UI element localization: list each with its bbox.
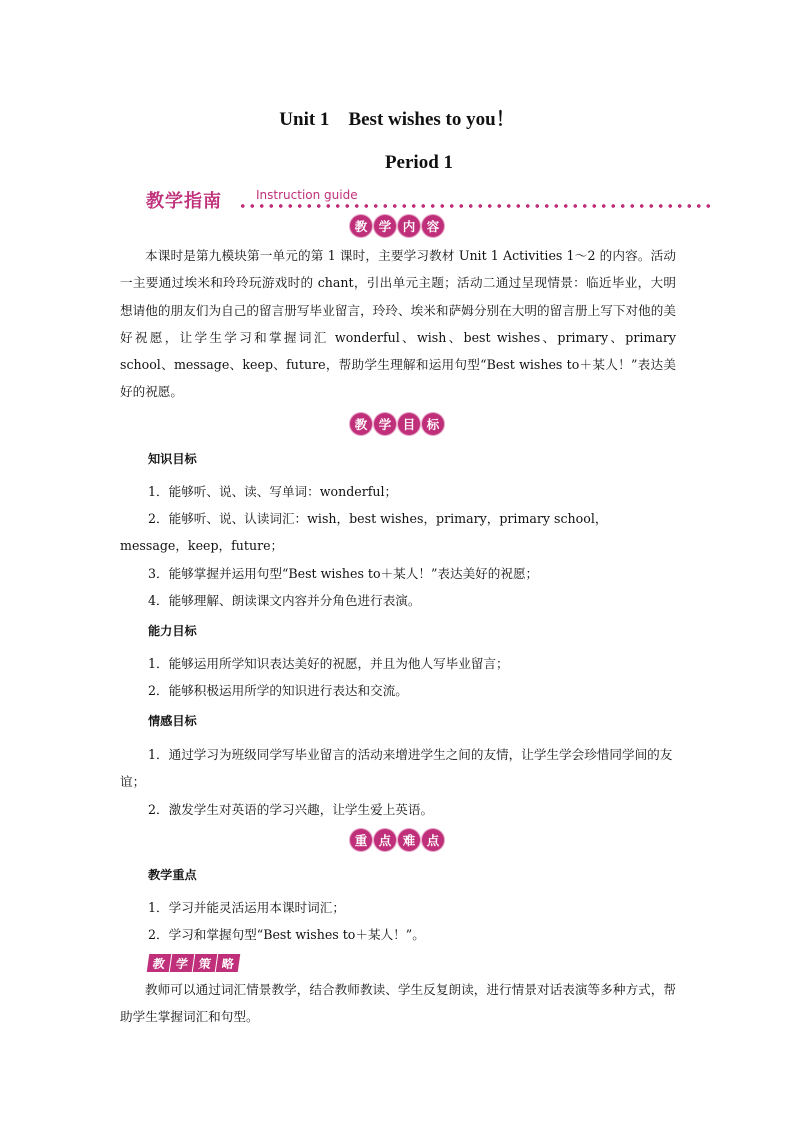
guide-label-en: Instruction guide [256, 188, 358, 202]
period-title: Period 1 [384, 152, 454, 173]
key-point-item: 2．学习和掌握句型“Best wishes to＋某人！”。 [148, 927, 425, 942]
badge-char: 略 [216, 954, 241, 972]
section-badge-goals [0, 413, 794, 435]
key-point-item: 1．学习并能灵活运用本课时词汇； [148, 900, 345, 915]
unit-topic: Best wishes to you [348, 109, 496, 130]
badge-char: 容 [422, 215, 444, 237]
badge-char: 标 [422, 413, 444, 435]
badge-char: 学 [374, 215, 396, 237]
badge-char: 教 [147, 954, 172, 972]
badge-char: 策 [193, 954, 218, 972]
badge-char: 学 [374, 413, 396, 435]
instruction-guide-banner [146, 183, 712, 213]
badge-char: 目 [398, 413, 420, 435]
strategy-paragraph: 教师可以通过词汇情景教学，结合教师教读、学生反复朗读，进行情景对话表演等多种方式，帮助学生掌握词汇和句型。 [120, 982, 676, 1025]
unit-exclaim: ！ [495, 109, 515, 130]
key-points-heading: 教学重点 [148, 868, 197, 882]
knowledge-goal-item: 1．能够听、说、读、写单词：wonderful； [148, 484, 398, 499]
badge-char: 难 [398, 829, 420, 851]
knowledge-goals-heading: 知识目标 [148, 452, 197, 466]
emotion-goals-heading: 情感目标 [148, 714, 197, 728]
badge-char: 重 [350, 829, 372, 851]
ability-goal-item: 2．能够积极运用所学的知识进行表达和交流。 [148, 683, 408, 698]
unit-number: Unit 1 [279, 109, 330, 130]
badge-char: 教 [350, 413, 372, 435]
badge-char: 点 [422, 829, 444, 851]
badge-char: 点 [374, 829, 396, 851]
emotion-goal-item: 2．激发学生对英语的学习兴趣，让学生爱上英语。 [148, 802, 434, 817]
knowledge-goal-item: 3．能够掌握并运用句型“Best wishes to＋某人！”表达美好的祝愿； [148, 566, 539, 581]
guide-label-cn: 教学指南 [146, 191, 222, 212]
unit-title [0, 104, 794, 131]
knowledge-goal-item: 4．能够理解、朗读课文内容并分角色进行表演。 [148, 593, 421, 608]
dotted-divider [238, 202, 712, 210]
badge-char: 内 [398, 215, 420, 237]
section-badge-key-points [0, 829, 794, 851]
emotion-goal-item: 1．通过学习为班级同学写毕业留言的活动来增进学生之间的友情，让学生学会珍惜同学间的友谊； [120, 747, 673, 790]
knowledge-goal-item: 2．能够听、说、认读词汇：wish，best wishes，primary，primary school，message，keep，future； [120, 511, 608, 554]
section-badge-content [0, 215, 794, 237]
badge-char: 学 [170, 954, 195, 972]
ability-goals-heading: 能力目标 [148, 624, 197, 638]
content-paragraph: 本课时是第九模块第一单元的第 1 课时，主要学习教材 Unit 1 Activities 1～2 的内容。活动一主要通过埃米和玲玲玩游戏时的 chant，引出单元主题；活动二通过呈现情景：临近毕业，大明想请他的朋友们为自己的留言册写毕业留言，玲玲、埃米和萨姆分别在大明的留言册上写下对他的美好祝愿，让学生学习和掌握词汇 wonderful、wish、best wishes、primary、primary school、message、keep、future，帮助学生理解和运用句型“Best wishes to＋某人！”表达美好的祝愿。 [120, 248, 676, 400]
section-badge-strategy [148, 954, 239, 972]
ability-goal-item: 1．能够运用所学知识表达美好的祝愿，并且为他人写毕业留言； [148, 656, 509, 671]
badge-char: 教 [350, 215, 372, 237]
